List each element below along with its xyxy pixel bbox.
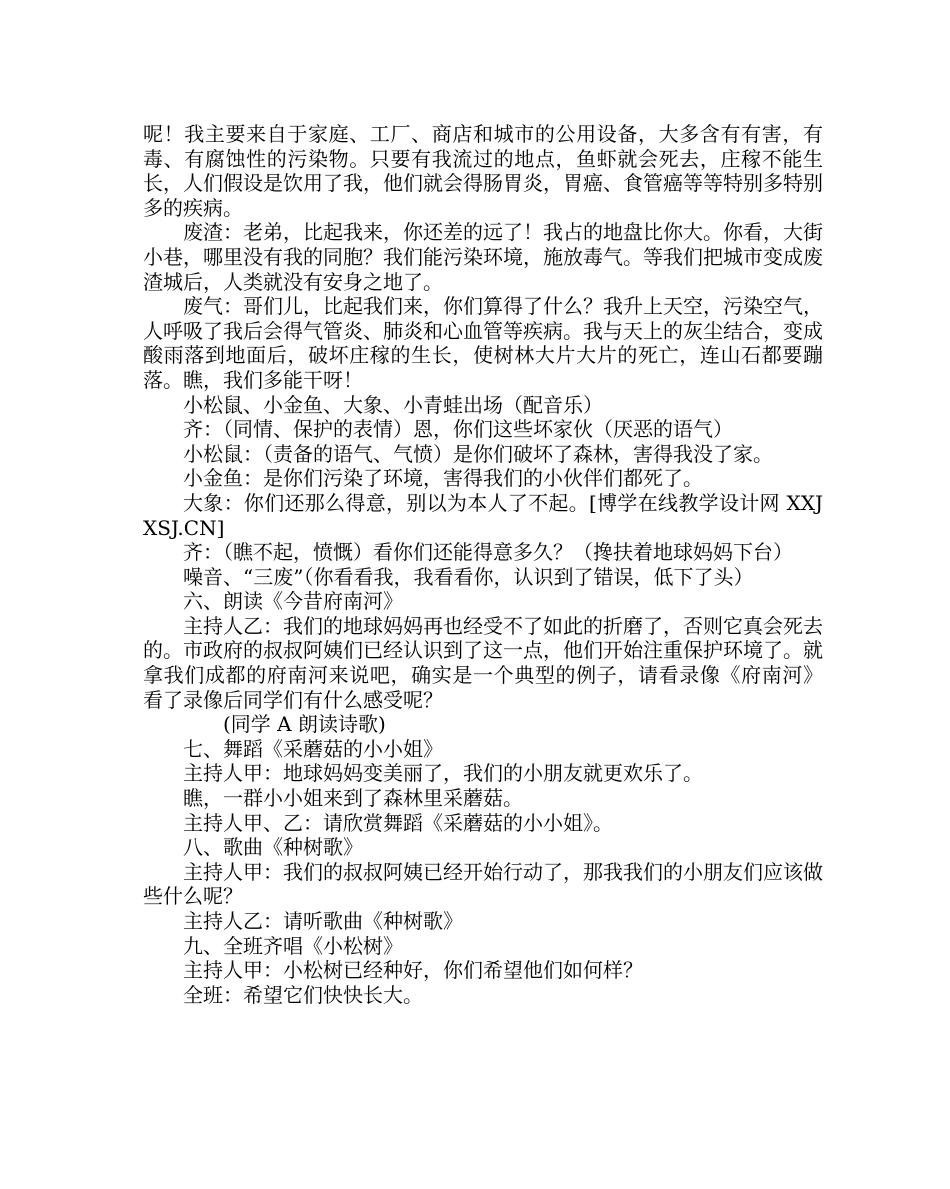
paragraph-host-a-2: 主持人甲：我们的叔叔阿姨已经开始行动了，那我我们的小朋友们应该做些什么呢？ (143, 859, 823, 909)
section-heading-8: 八、歌曲《种树歌》 (183, 835, 363, 860)
paragraph-sewage-speech: 呢！我主要来自于家庭、工厂、商店和城市的公用设备，大多含有有害，有毒、有腐蚀性的污染物。只要有我流过的地点，鱼虾就会死去，庄稼不能生长，人们假设是饮用了我，他们就会得肠胃炎，胃癌、食管癌等等特别多特别多的疾病。 (143, 122, 823, 220)
paragraph-host-b-song: 主持人乙：请听歌曲《种树歌》 (183, 909, 463, 933)
paragraph-student-a-poem: (同学 A 朗读诗歌) (223, 712, 386, 737)
paragraph-squirrel: 小松鼠：（责备的语气、气愤）是你们破坏了森林，害得我没了家。 (183, 441, 773, 466)
paragraph-elephant: 大象：你们还那么得意，别以为本人了不起。[博学在线教学设计网 XXJXSJ.CN] (143, 490, 823, 540)
section-heading-9: 九、全班齐唱《小松树》 (183, 933, 403, 958)
paragraph-chorus-1: 齐：（同情、保护的表情）恩，你们这些坏家伙（厌恶的语气） (183, 417, 733, 442)
paragraph-hosts-dance: 主持人甲、乙：请欣赏舞蹈《采蘑菇的小小姐》。 (183, 810, 613, 835)
paragraph-girls-mushroom: 瞧，一群小小姐来到了森林里采蘑菇。 (183, 786, 523, 811)
section-heading-7: 七、舞蹈《采蘑菇的小小姐》 (183, 736, 443, 761)
paragraph-host-a-1: 主持人甲：地球妈妈变美丽了，我们的小朋友就更欢乐了。 (183, 761, 703, 786)
paragraph-noise-three-wastes: 噪音、“三废”（你看看我，我看看你，认识到了错误，低下了头） (183, 564, 754, 589)
paragraph-host-b-funan: 主持人乙：我们的地球妈妈再也经受不了如此的折磨了，否则它真会死去的。市政府的叔叔阿姨们已经认识到了这一点，他们开始注重保护环境了。就拿我们成都的府南河来说吧，确实是一个典型的例子，请看录像《府南河》 看了录像后同学们有什么感受呢？ (143, 613, 823, 712)
paragraph-animals-enter: 小松鼠、小金鱼、大象、小青蛙出场（配音乐） (183, 392, 603, 417)
paragraph-chorus-2: 齐：（瞧不起，愤慨）看你们还能得意多久？（搀扶着地球妈妈下台） (183, 540, 793, 565)
paragraph-host-a-3: 主持人甲：小松树已经种好，你们希望他们如何样？ (183, 958, 643, 983)
paragraph-waste-gas: 废气：哥们儿，比起我们来，你们算得了什么？我升上天空，污染空气，人呼吸了我后会得气管炎、肺炎和心血管等疾病。我与天上的灰尘结合，变成酸雨落到地面后，破坏庄稼的生长，使树林大片大片的死亡，连山石都要蹦落。瞧，我们多能干呀！ (143, 294, 823, 392)
paragraph-waste-residue: 废渣：老弟，比起我来，你还差的远了！我占的地盘比你大。你看，大街小巷，哪里没有我的同胞？我们能污染环境，施放毒气。等我们把城市变成废渣城后，人类就没有安身之地了。 (143, 220, 823, 294)
paragraph-goldfish: 小金鱼：是你们污染了环境，害得我们的小伙伴们都死了。 (183, 466, 703, 491)
section-heading-6: 六、朗读《今昔府南河》 (183, 589, 403, 614)
document-body (143, 122, 823, 1007)
paragraph-whole-class: 全班：希望它们快快长大。 (183, 982, 423, 1007)
